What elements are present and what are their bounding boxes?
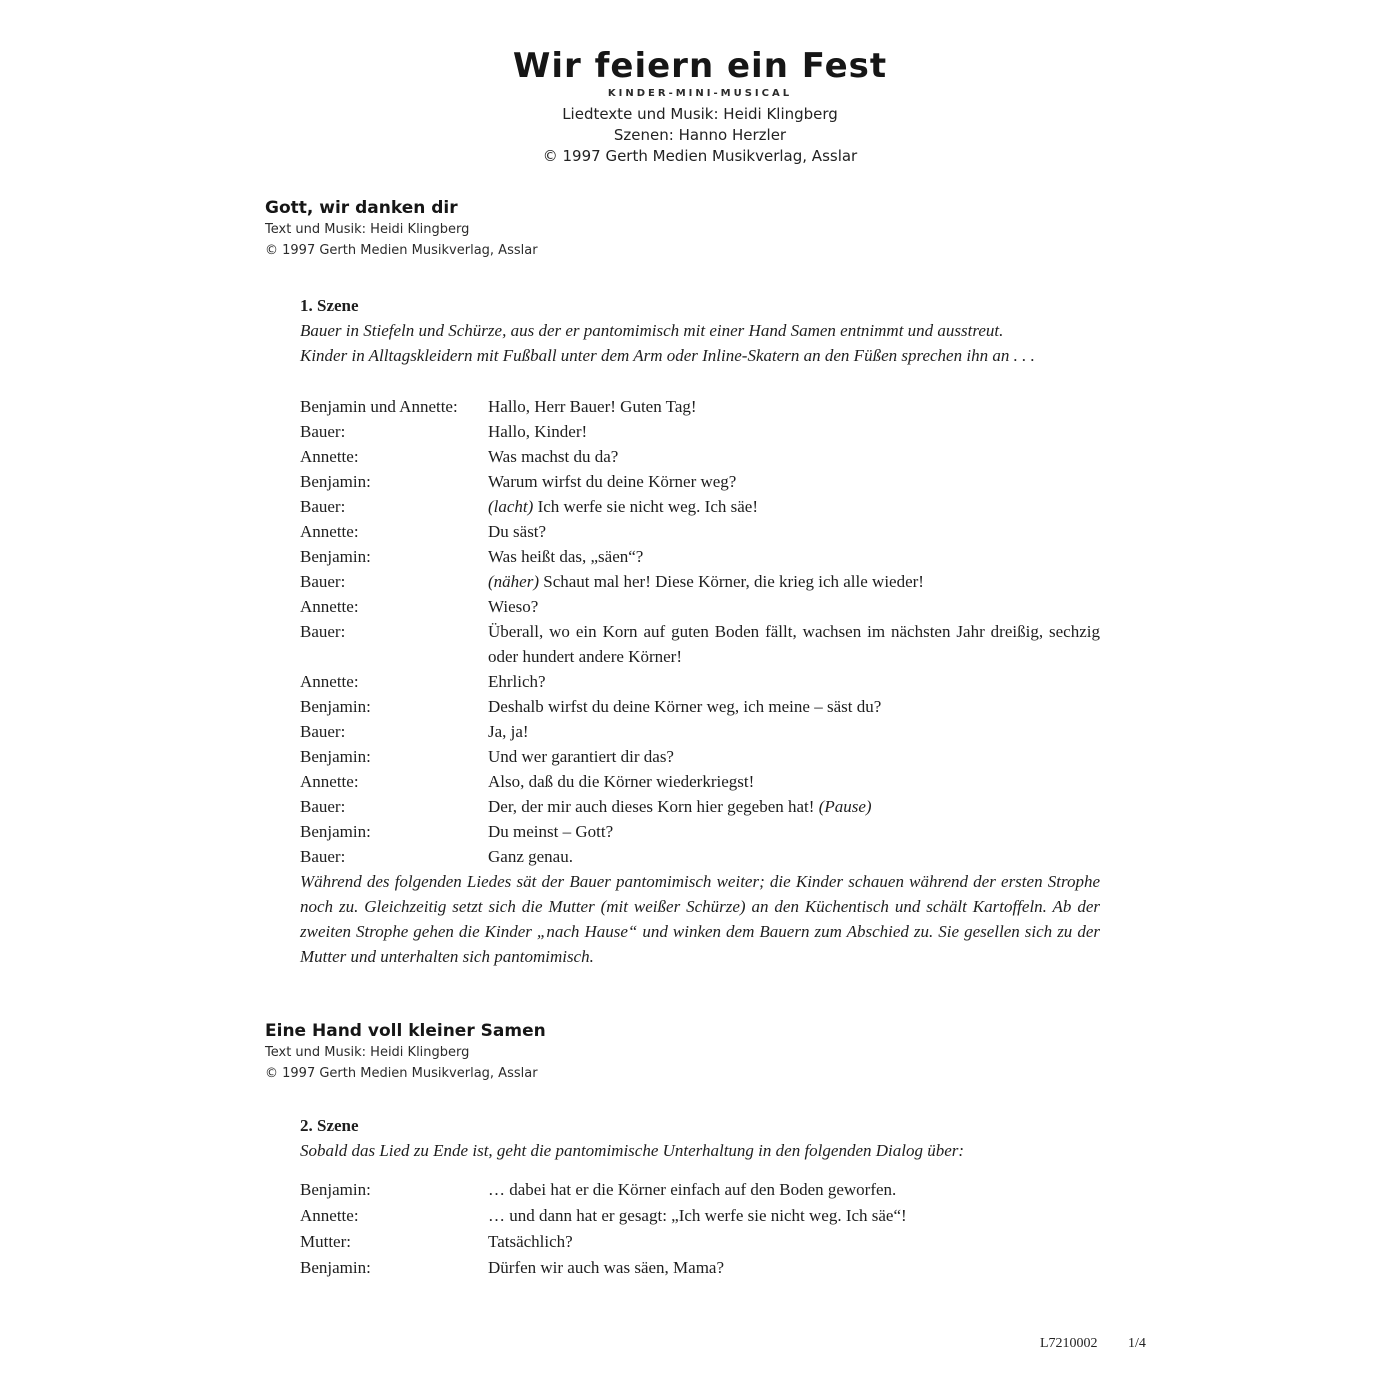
dialog-line: … und dann hat er gesagt: „Ich werfe sie nicht weg. Ich säe“! — [488, 1206, 907, 1225]
speaker-label: Annette: — [300, 672, 359, 691]
dialog-row — [300, 719, 1100, 744]
dialog-line: Ja, ja! — [488, 722, 529, 741]
dialog-line: Hallo, Herr Bauer! Guten Tag! — [488, 397, 697, 416]
page-subtitle: KINDER-MINI-MUSICAL — [607, 88, 793, 99]
speaker-label: Annette: — [300, 447, 359, 466]
speaker-label: Annette: — [300, 1206, 359, 1225]
scene2-stage-direction: Sobald das Lied zu Ende ist, geht die pantomimische Unterhaltung in den folgenden Dialog über: — [300, 1141, 965, 1160]
dialog-row — [300, 1203, 1100, 1229]
song2-copyright: © 1997 Gerth Medien Musikverlag, Asslar — [265, 1066, 538, 1081]
dialog-row — [300, 669, 1100, 694]
dialog-row — [300, 794, 1100, 819]
dialog-row — [300, 569, 1100, 594]
dialog-line: (lacht) Ich werfe sie nicht weg. Ich säe! — [488, 497, 758, 516]
dialog-row — [300, 769, 1100, 794]
scene1-stage-direction-2: Kinder in Alltagskleidern mit Fußball unter dem Arm oder Inline-Skatern an den Füßen sprechen ihn an . . . — [300, 346, 1035, 365]
dialog-line: … dabei hat er die Körner einfach auf den Boden geworfen. — [488, 1180, 897, 1199]
header-copyright: © 1997 Gerth Medien Musikverlag, Asslar — [542, 147, 858, 165]
dialog-row — [300, 1177, 1100, 1203]
dialog-line: Warum wirfst du deine Körner weg? — [488, 472, 737, 491]
page-title: Wir feiern ein Fest — [512, 46, 888, 86]
dialog-line: Du meinst – Gott? — [488, 822, 614, 841]
dialog-row — [300, 394, 1100, 419]
song1-credit: Text und Musik: Heidi Klingberg — [265, 222, 470, 237]
song2-credit: Text und Musik: Heidi Klingberg — [265, 1045, 470, 1060]
dialog-line: Was heißt das, „säen“? — [488, 547, 644, 566]
scene1-stage-direction-1: Bauer in Stiefeln und Schürze, aus der er pantomimisch mit einer Hand Samen entnimmt und ausstreut. — [300, 321, 1004, 340]
speaker-label: Benjamin: — [300, 1180, 371, 1199]
dialog-line: Ganz genau. — [488, 847, 573, 866]
speaker-label: Benjamin: — [300, 547, 371, 566]
speaker-label: Bauer: — [300, 797, 346, 816]
scene1-heading: 1. Szene — [300, 296, 359, 315]
credit-music: Liedtexte und Musik: Heidi Klingberg — [562, 105, 838, 123]
speaker-label: Bauer: — [300, 722, 346, 741]
dialog-row — [300, 1229, 1100, 1255]
credit-scenes: Szenen: Hanno Herzler — [613, 126, 787, 144]
speaker-label: Bauer: — [300, 422, 346, 441]
speaker-label: Mutter: — [300, 1232, 351, 1251]
dialog-line: Der, der mir auch dieses Korn hier gegeben hat! (Pause) — [488, 797, 872, 816]
dialog-line: Dürfen wir auch was säen, Mama? — [488, 1258, 725, 1277]
dialog-row — [300, 544, 1100, 569]
scene2-dialog — [300, 1177, 1100, 1281]
scene1-stage-direction-outro: Während des folgenden Liedes sät der Bauer pantomimisch weiter; die Kinder schauen während der ersten Strophe noch zu. Gleichzeitig setzt sich die Mutter (mit weißer Schürze) an den Küchentisch und schält Kartoffeln. Ab der zweiten Strophe gehen die Kinder „nach Hause“ und winken dem Bauern zum Abschied zu. Sie gesellen sich zu der Mutter und unterhalten sich pantomimisch. — [300, 872, 1100, 966]
catalog-number: L7210002 — [1040, 1336, 1098, 1351]
dialog-line: Du säst? — [488, 522, 547, 541]
scene2-heading: 2. Szene — [300, 1116, 359, 1135]
dialog-line: Hallo, Kinder! — [488, 422, 588, 441]
dialog-line: Tatsächlich? — [488, 1232, 573, 1251]
dialog-line: Wieso? — [488, 597, 539, 616]
page-number: 1/4 — [1128, 1336, 1146, 1351]
dialog-row — [300, 444, 1100, 469]
dialog-row — [300, 694, 1100, 719]
speaker-label: Benjamin und Annette: — [300, 397, 458, 416]
speaker-label: Annette: — [300, 597, 359, 616]
dialog-line: Und wer garantiert dir das? — [488, 747, 674, 766]
dialog-line: (näher) Schaut mal her! Diese Körner, die krieg ich alle wieder! — [488, 572, 924, 591]
speaker-label: Bauer: — [300, 847, 346, 866]
dialog-line: Also, daß du die Körner wiederkriegst! — [488, 772, 755, 791]
speaker-label: Benjamin: — [300, 822, 371, 841]
dialog-row — [300, 494, 1100, 519]
dialog-line: Deshalb wirfst du deine Körner weg, ich meine – säst du? — [488, 697, 882, 716]
song1-copyright: © 1997 Gerth Medien Musikverlag, Asslar — [265, 243, 538, 258]
dialog-row — [300, 594, 1100, 619]
speaker-label: Bauer: — [300, 497, 346, 516]
scene-2 — [300, 1113, 1100, 1281]
speaker-label: Benjamin: — [300, 747, 371, 766]
speaker-label: Annette: — [300, 772, 359, 791]
dialog-line: Was machst du da? — [488, 447, 619, 466]
speaker-label: Benjamin: — [300, 697, 371, 716]
song-section-2 — [265, 1020, 546, 1084]
dialog-line: Ehrlich? — [488, 672, 546, 691]
speaker-label: Benjamin: — [300, 472, 371, 491]
header — [0, 46, 1400, 167]
speaker-label: Bauer: — [300, 572, 346, 591]
scene-1 — [300, 293, 1105, 969]
song1-title: Gott, wir danken dir — [265, 198, 458, 218]
speaker-label: Annette: — [300, 522, 359, 541]
song2-title: Eine Hand voll kleiner Samen — [265, 1021, 546, 1041]
dialog-row — [300, 519, 1100, 544]
dialog-row — [300, 844, 1100, 869]
dialog-row — [300, 619, 1105, 669]
song-section-1 — [265, 197, 538, 261]
dialog-row — [300, 1255, 1100, 1281]
scene1-dialog — [300, 394, 1105, 869]
dialog-line: Überall, wo ein Korn auf guten Boden fällt, wachsen im nächsten Jahr dreißig, sechzig oder hundert andere Körner! — [488, 622, 1105, 666]
dialog-row — [300, 469, 1100, 494]
dialog-row — [300, 819, 1100, 844]
speaker-label: Benjamin: — [300, 1258, 371, 1277]
dialog-row — [300, 419, 1100, 444]
speaker-label: Bauer: — [300, 622, 346, 641]
dialog-row — [300, 744, 1100, 769]
